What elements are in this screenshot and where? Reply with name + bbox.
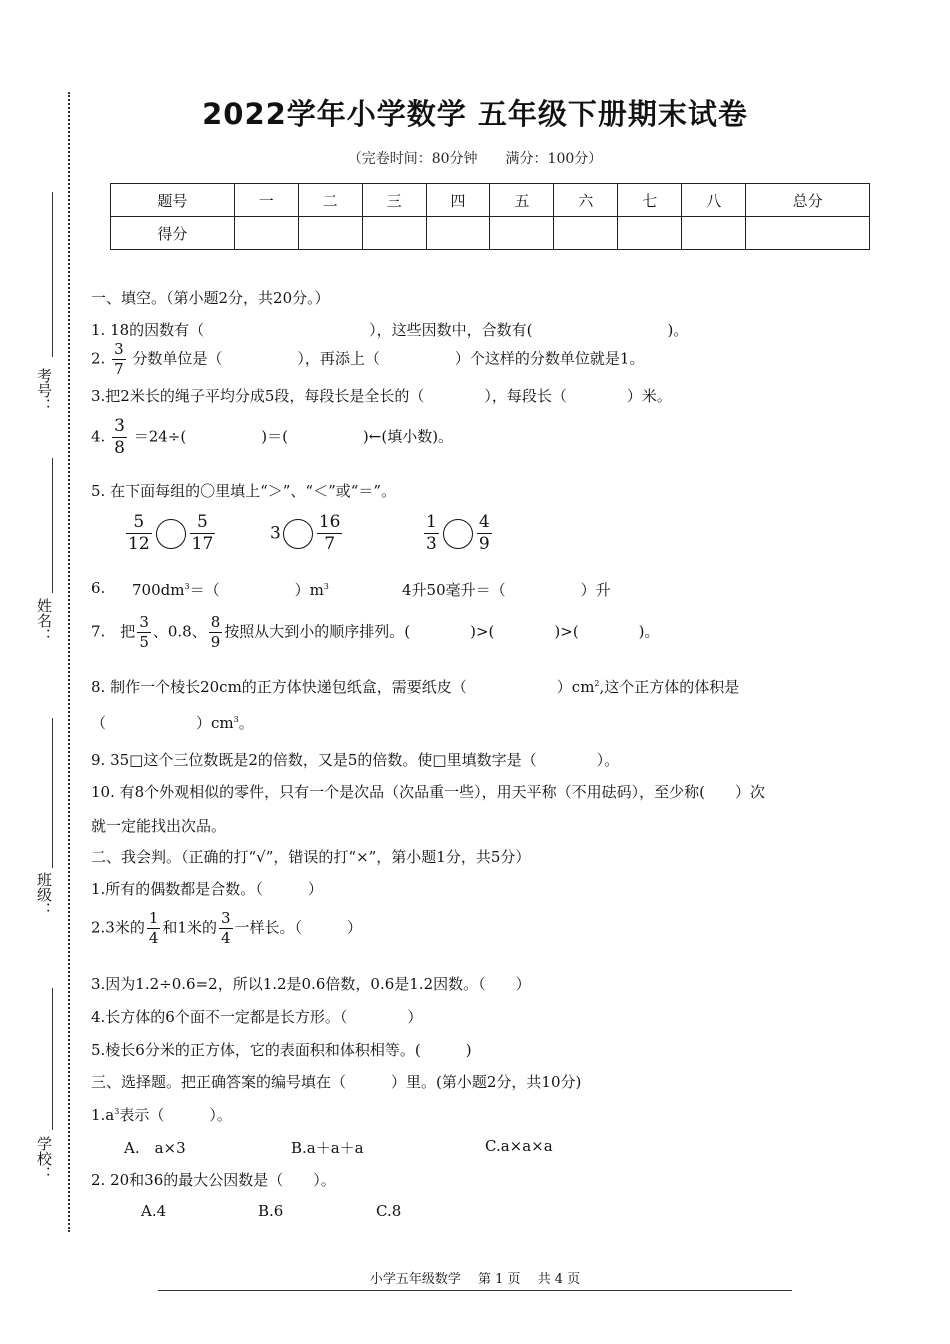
q6-blank: ＝（ ）m	[189, 581, 324, 599]
s2-q1: 1.所有的偶数都是合数。（ ）	[91, 880, 323, 898]
score-cell[interactable]	[234, 217, 298, 250]
fraction	[424, 514, 439, 553]
page-footer: 小学五年级数学 第 1 页 共 4 页	[369, 1272, 581, 1287]
numerator: 1	[426, 512, 437, 532]
compare-group-b	[270, 514, 344, 553]
exam-subtitle: （完卷时间：80分钟 满分：100分）	[347, 151, 603, 167]
fraction	[126, 514, 152, 553]
numerator: 16	[318, 512, 341, 532]
q8-end: 。	[238, 714, 254, 732]
s1-q10-line1: 10. 有8个外观相似的零件，只有一个是次品（次品重一些），用天平称（不用砝码），至少称( ）次	[91, 783, 766, 801]
denominator: 4	[148, 929, 159, 947]
denominator: 9	[478, 534, 490, 554]
denominator: 17	[191, 534, 214, 554]
s1-q6-part1	[132, 579, 329, 600]
fraction	[112, 418, 127, 457]
s2-q4: 4.长方体的6个面不一定都是长方形。（ ）	[91, 1008, 423, 1026]
fraction	[137, 615, 151, 650]
section2-heading: 二、我会判。（正确的打“√”，错误的打“×”，第小题1分，共5分）	[91, 848, 531, 866]
label-xingming: 姓名：	[35, 598, 53, 643]
fraction	[190, 514, 216, 553]
compare-circle[interactable]	[443, 519, 473, 549]
denominator: 9	[210, 633, 221, 651]
s3-q2-option-c: C.8	[376, 1202, 402, 1220]
side-line-xingming	[52, 458, 53, 593]
q4-number: 4.	[91, 427, 106, 446]
q1-prefix: 1.a	[91, 1106, 115, 1124]
fraction	[219, 911, 233, 946]
fraction	[112, 342, 126, 377]
s1-q6-number: 6.	[91, 579, 106, 597]
row-label: 得分	[111, 217, 235, 250]
score-cell[interactable]	[746, 217, 870, 250]
score-cell[interactable]	[682, 217, 746, 250]
score-cell[interactable]	[298, 217, 362, 250]
superscript: 3	[114, 1107, 120, 1116]
q8-text: 8. 制作一个棱长20cm的正方体快递包纸盒，需要纸皮（ ）cm	[91, 678, 595, 696]
numerator: 3	[114, 340, 124, 358]
s1-q5: 5. 在下面每组的〇里填上“＞”、“＜”或“＝”。	[91, 482, 397, 500]
header-cell: 三	[362, 184, 426, 217]
q7-text: 按照从大到小的顺序排列。( )>( )>( )。	[224, 622, 660, 641]
s3-q1	[91, 1104, 232, 1125]
superscript: 3	[323, 582, 329, 591]
label-banji: 班级：	[35, 872, 53, 917]
header-cell: 总分	[746, 184, 870, 217]
s3-q1-option-c: C.a×a×a	[485, 1137, 553, 1155]
denominator: 5	[139, 633, 149, 651]
fraction	[317, 514, 343, 553]
s1-q10-line2: 就一定能找出次品。	[91, 817, 227, 835]
s3-q2: 2. 20和36的最大公因数是（ ）。	[91, 1171, 336, 1189]
section1-heading: 一、填空。（第小题2分，共20分。）	[91, 289, 330, 307]
side-line-kaohao	[52, 192, 53, 357]
compare-circle[interactable]	[283, 519, 313, 549]
q8-blank: （ ）cm	[91, 714, 234, 732]
score-cell[interactable]	[426, 217, 490, 250]
numerator: 8	[210, 613, 221, 631]
s3-q1-option-a: A. a×3	[124, 1139, 186, 1157]
header-cell: 题号	[111, 184, 235, 217]
s1-q6-part2: 4升50毫升＝（ ）升	[402, 581, 611, 599]
s2-q3: 3.因为1.2÷0.6=2，所以1.2是0.6倍数，0.6是1.2因数。（ ）	[91, 975, 531, 993]
denominator: 12	[128, 534, 150, 554]
compare-group-a	[124, 514, 217, 553]
score-cell[interactable]	[490, 217, 554, 250]
header-cell: 一	[234, 184, 298, 217]
header-cell: 七	[618, 184, 682, 217]
q2-text: 分数单位是（ ），再添上（ ）个这样的分数单位就是1。	[132, 349, 645, 368]
label-xuexiao: 学校：	[35, 1136, 53, 1181]
compare-group-c	[422, 514, 494, 553]
section3-heading: 三、选择题。把正确答案的编号填在（ ）里。(第小题2分，共10分)	[91, 1073, 582, 1091]
numerator: 3	[220, 909, 231, 927]
q4-text: ＝24÷( )＝( )←(填小数)。	[133, 427, 454, 446]
numerator: 1	[148, 909, 159, 927]
score-table-header-row	[111, 184, 870, 217]
numerator: 5	[190, 514, 216, 534]
q2-prefix: 2.3米的	[91, 918, 145, 937]
s3-q1-option-b: B.a＋a＋a	[291, 1139, 364, 1157]
fraction	[477, 514, 492, 553]
score-table	[110, 183, 870, 250]
s1-q7	[91, 615, 660, 650]
s1-q8-line2	[91, 712, 254, 733]
numerator: 3	[139, 613, 149, 631]
s1-q1: 1. 18的因数有（ ），这些因数中，合数有( )。	[91, 321, 689, 339]
q7-prefix: 7. 把	[91, 622, 136, 641]
superscript: 2	[594, 679, 600, 688]
score-cell[interactable]	[362, 217, 426, 250]
compare-circle[interactable]	[156, 519, 186, 549]
denominator: 4	[220, 929, 231, 947]
s1-q8-line1	[91, 676, 739, 697]
header-cell: 五	[490, 184, 554, 217]
header-cell: 四	[426, 184, 490, 217]
score-table-score-row	[111, 217, 870, 250]
q7-mid: 、0.8、	[152, 622, 207, 641]
s3-q2-option-b: B.6	[258, 1202, 284, 1220]
q6-value: 700dm	[132, 581, 185, 599]
numerator: 3	[114, 416, 125, 436]
header-cell: 六	[554, 184, 618, 217]
s1-q4	[91, 418, 453, 457]
q2-text: 一样长。（ ）	[234, 918, 363, 937]
superscript: 3	[184, 582, 190, 591]
side-line-xuexiao	[52, 988, 53, 1130]
binding-dotted-line	[68, 92, 70, 1232]
whole-number: 3	[270, 523, 281, 544]
s1-q3: 3.把2米长的绳子平均分成5段，每段长是全长的（ ），每段长（ ）米。	[91, 387, 672, 405]
numerator: 5	[126, 514, 152, 534]
header-cell: 八	[682, 184, 746, 217]
q2-number: 2.	[91, 349, 106, 368]
footer-rule	[158, 1290, 792, 1291]
denominator: 8	[114, 438, 125, 458]
page-title: 2022学年小学数学 五年级下册期末试卷	[202, 97, 748, 131]
fraction	[147, 911, 161, 946]
denominator: 7	[114, 360, 124, 378]
superscript: 3	[233, 715, 239, 724]
denominator: 7	[324, 534, 336, 554]
q2-mid: 和1米的	[162, 918, 217, 937]
header-cell: 二	[298, 184, 362, 217]
label-kaohao: 考号：	[35, 368, 53, 413]
numerator: 4	[478, 512, 490, 532]
q1-text: 表示（ ）。	[119, 1106, 232, 1124]
s3-q2-option-a: A.4	[141, 1202, 167, 1220]
denominator: 3	[426, 534, 437, 554]
q8-text2: ,这个正方体的体积是	[599, 678, 740, 696]
s2-q2	[91, 911, 362, 946]
side-line-banji	[52, 718, 53, 868]
s1-q9: 9. 35□这个三位数既是2的倍数，又是5的倍数。使□里填数字是（ ）。	[91, 751, 620, 769]
score-cell[interactable]	[618, 217, 682, 250]
s2-q5: 5.棱长6分米的正方体，它的表面积和体积相等。( )	[91, 1041, 472, 1059]
fraction	[209, 615, 223, 650]
s1-q2	[91, 342, 644, 377]
score-cell[interactable]	[554, 217, 618, 250]
